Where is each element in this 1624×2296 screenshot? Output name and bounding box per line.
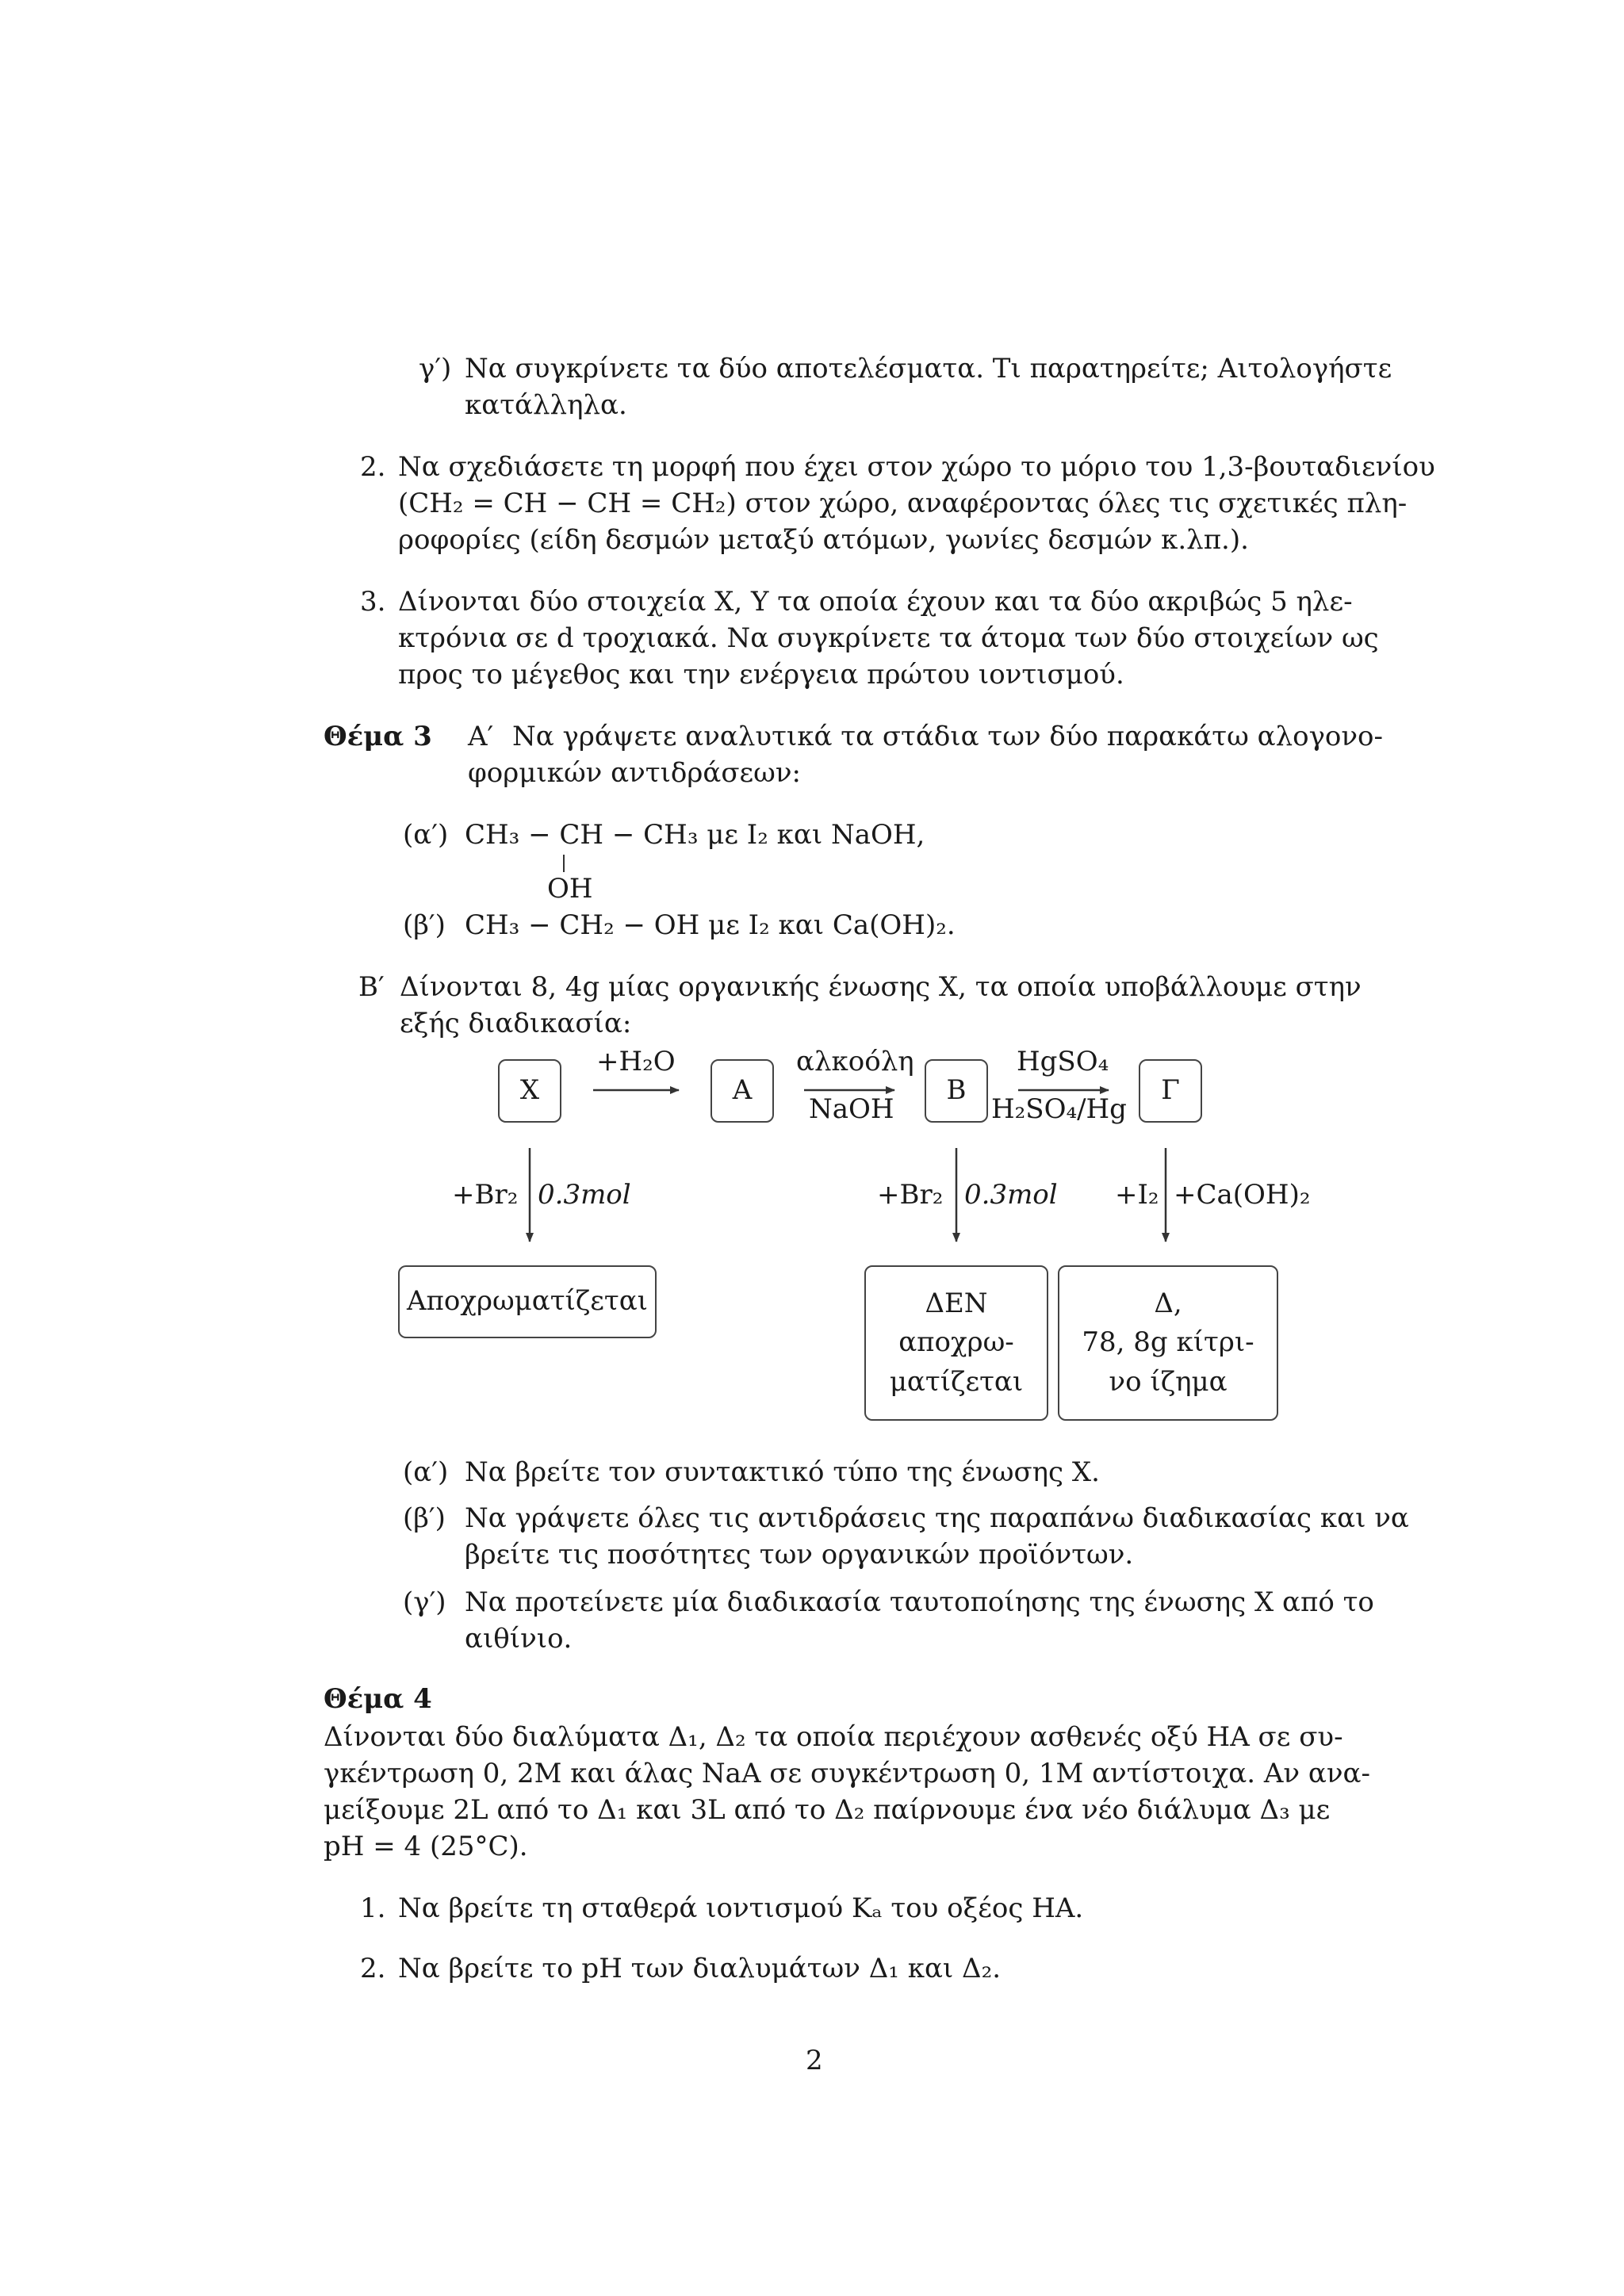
label-b-down-right: 0.3mol xyxy=(964,1179,1058,1211)
partB-marker: Β′ xyxy=(358,971,385,1003)
page-number: 2 xyxy=(806,2045,823,2076)
label-ab-top: αλκοόλη xyxy=(796,1046,914,1077)
reaction-text: CH₃ − CH₂ − OH με I₂ και Ca(OH)₂. xyxy=(465,909,956,941)
question-marker: 1. xyxy=(360,1892,386,1924)
result-g-line: νο ίζημα xyxy=(1109,1365,1228,1398)
label-xa-top: +H₂O xyxy=(596,1046,676,1077)
partA-marker: Α′ xyxy=(468,721,494,752)
result-b-box xyxy=(864,1265,1048,1421)
item-text-line: κατάλληλα. xyxy=(465,389,627,421)
label-x-down-left: +Br₂ xyxy=(452,1179,519,1211)
item-marker: 3. xyxy=(360,586,386,618)
question-text: Να βρείτε τη σταθερά ιοντισμού Kₐ του οξέος HA. xyxy=(398,1892,1084,1924)
question-text-line: Να βρείτε τον συντακτικό τύπο της ένωσης X. xyxy=(465,1456,1100,1488)
theme4-text-line: pH = 4 (25°C). xyxy=(324,1831,528,1862)
label-ab-bottom: NaOH xyxy=(809,1093,894,1125)
item-text-line: Δίνονται δύο στοιχεία X, Y τα οποία έχουν και τα δύο ακριβώς 5 ηλε- xyxy=(398,586,1353,618)
reaction-text: CH₃ − CH − CH₃ με I₂ και NaOH, xyxy=(465,819,925,851)
partA-text-line: φορμικών αντιδράσεων: xyxy=(468,757,802,789)
theme4-text-line: γκέντρωση 0, 2M και άλας NaA σε συγκέντρωση 0, 1M αντίστοιχα. Αν ανα- xyxy=(324,1758,1370,1789)
item-text-line: Να συγκρίνετε τα δύο αποτελέσματα. Τι παρατηρείτε; Αιτολογήστε xyxy=(465,353,1392,385)
node-g: Γ xyxy=(1139,1059,1202,1123)
item-marker: γ′) xyxy=(419,353,452,385)
item-text-line: κτρόνια σε d τροχιακά. Να συγκρίνετε τα άτομα των δύο στοιχείων ως xyxy=(398,622,1379,654)
label-x-down-right: 0.3mol xyxy=(538,1179,631,1211)
result-g-box xyxy=(1058,1265,1278,1421)
item-text-line: ροφορίες (είδη δεσμών μεταξύ ατόμων, γωνίες δεσμών κ.λπ.). xyxy=(398,524,1249,556)
question-text: Να βρείτε το pH των διαλυμάτων Δ₁ και Δ₂. xyxy=(398,1953,1002,1984)
result-b-line: ΔΕΝ xyxy=(925,1288,988,1320)
label-b-down-left: +Br₂ xyxy=(877,1179,944,1211)
theme3-heading: Θέμα 3 xyxy=(324,721,432,752)
node-x: X xyxy=(498,1059,561,1123)
result-x-box: Αποχρωματίζεται xyxy=(398,1265,657,1338)
question-marker: (γ′) xyxy=(403,1586,446,1618)
question-marker: (β′) xyxy=(403,1502,446,1534)
partA-text-line: Να γράψετε αναλυτικά τα στάδια των δύο παρακάτω αλογονο- xyxy=(512,721,1384,752)
item-text-line: προς το μέγεθος και την ενέργεια πρώτου ιοντισμού. xyxy=(398,659,1124,691)
result-g-line: 78, 8g κίτρι- xyxy=(1082,1326,1254,1359)
result-b-line: ματίζεται xyxy=(889,1365,1024,1398)
label-bg-bottom: H₂SO₄/Hg xyxy=(991,1093,1127,1125)
question-text-line: αιθίνιο. xyxy=(465,1623,573,1655)
theme4-text-line: μείξουμε 2L από το Δ₁ και 3L από το Δ₂ παίρνουμε ένα νέο διάλυμα Δ₃ με xyxy=(324,1794,1331,1826)
item-text-line: Να σχεδιάσετε τη μορφή που έχει στον χώρο το μόριο του 1,3-βουταδιενίου xyxy=(398,451,1435,483)
theme4-text-line: Δίνονται δύο διαλύματα Δ₁, Δ₂ τα οποία περιέχουν ασθενές οξύ HA σε συ- xyxy=(324,1721,1343,1753)
partB-text-line: εξής διαδικασία: xyxy=(400,1008,632,1039)
partB-text-line: Δίνονται 8, 4g μίας οργανικής ένωσης X, τα οποία υποβάλλουμε στην xyxy=(400,971,1362,1003)
reaction-marker: (β′) xyxy=(403,909,446,941)
label-bg-top: HgSO₄ xyxy=(1017,1046,1109,1077)
node-a: A xyxy=(710,1059,774,1123)
result-g-line: Δ, xyxy=(1154,1288,1182,1320)
question-text-line: Να γράψετε όλες τις αντιδράσεις της παραπάνω διαδικασίας και να xyxy=(465,1502,1409,1534)
result-b-line: αποχρω- xyxy=(898,1326,1014,1359)
node-b: B xyxy=(925,1059,988,1123)
label-g-down-left: +I₂ xyxy=(1115,1179,1159,1211)
item-text-line: (CH₂ = CH − CH = CH₂) στον χώρο, αναφέροντας όλες τις σχετικές πλη- xyxy=(398,488,1408,519)
question-marker: (α′) xyxy=(403,1456,449,1488)
question-text-line: βρείτε τις ποσότητες των οργανικών προϊόντων. xyxy=(465,1539,1134,1571)
reaction-marker: (α′) xyxy=(403,819,449,851)
question-text-line: Να προτείνετε μία διαδικασία ταυτοποίησης της ένωσης X από το xyxy=(465,1586,1374,1618)
theme4-heading: Θέμα 4 xyxy=(324,1683,432,1715)
item-marker: 2. xyxy=(360,451,386,483)
label-g-down-right: +Ca(OH)₂ xyxy=(1174,1179,1311,1211)
reaction-substituent: OH xyxy=(547,873,593,905)
question-marker: 2. xyxy=(360,1953,386,1984)
